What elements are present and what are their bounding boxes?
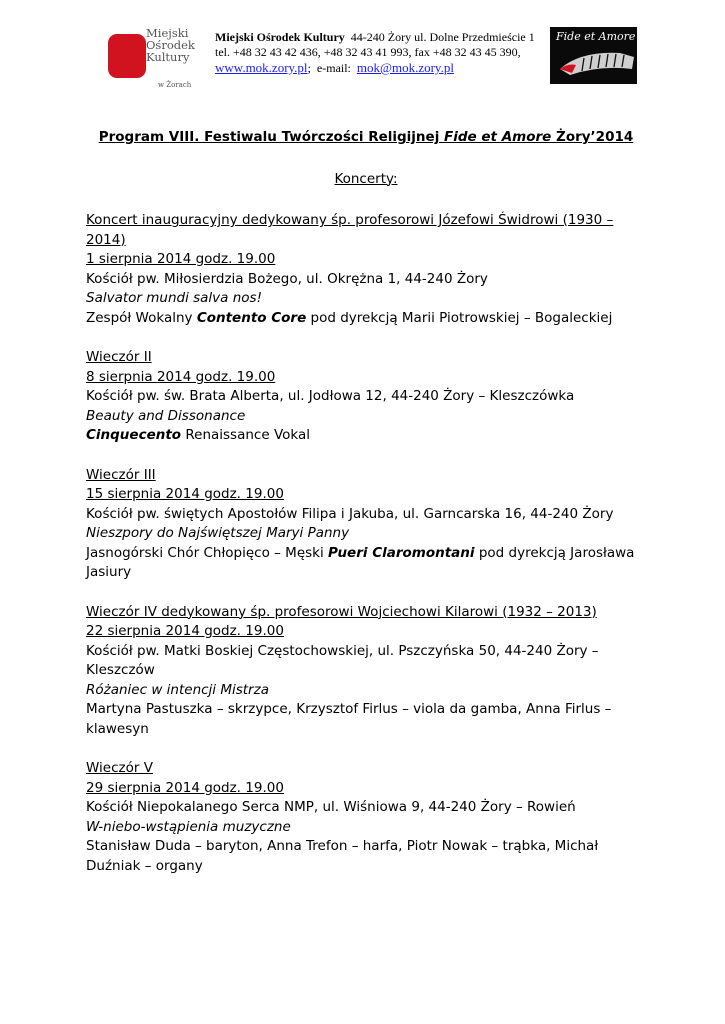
event-venue: Kościół pw. św. Brata Alberta, ul. Jodłowa 12, 44-240 Żory – Kleszczówka xyxy=(86,388,575,404)
event-block xyxy=(86,603,646,740)
piano-keys-icon xyxy=(550,27,637,84)
logo-line-1: Miejski xyxy=(146,26,189,40)
event-performers xyxy=(86,837,646,876)
logo-red-block xyxy=(108,34,146,78)
event-performers xyxy=(86,426,646,446)
org-contact: tel. +48 32 43 42 436, +48 32 43 41 993, fax +48 32 43 45 390, xyxy=(215,45,521,59)
document-title xyxy=(86,128,646,148)
event-venue: Kościół Niepokalanego Serca NMP, ul. Wiśniowa 9, 44-240 Żory – Rowień xyxy=(86,799,576,815)
performers-text: Jasnogórski Chór Chłopięco – Męski xyxy=(86,544,329,561)
performers-text: Zespół Wokalny xyxy=(86,309,197,326)
event-date: 22 sierpnia 2014 godz. 19.00 xyxy=(86,623,284,639)
performers-text-after: Renaissance Vokal xyxy=(181,427,310,443)
event-venue: Kościół pw. Matki Boskiej Częstochowskiej, ul. Pszczyńska 50, 44-240 Żory – Kleszczów xyxy=(86,642,599,678)
event-date: 15 sierpnia 2014 godz. 19.00 xyxy=(86,486,284,502)
event-performers xyxy=(86,700,646,739)
festival-logo-text: Fide et Amore xyxy=(556,30,636,43)
event-program: W-niebo-wstąpienia muzyczne xyxy=(86,818,291,835)
website-link[interactable]: www.mok.zory.pl xyxy=(215,60,308,75)
ensemble-name: Cinquecento xyxy=(86,427,182,443)
section-heading: Koncerty: xyxy=(334,170,398,187)
program-document xyxy=(86,128,646,896)
logo-line-2: Ośrodek xyxy=(146,38,195,52)
title-year: Żory’2014 xyxy=(551,129,634,145)
event-program: Beauty and Dissonance xyxy=(86,407,246,424)
org-address: 44-240 Żory ul. Dolne Przedmieście 1 xyxy=(350,30,535,44)
event-heading: Wieczór II xyxy=(86,349,152,365)
event-program: Salvator mundi salva nos! xyxy=(86,290,262,306)
event-block xyxy=(86,211,646,328)
event-performers xyxy=(86,309,646,329)
event-block xyxy=(86,348,646,446)
title-festival-name: Fide et Amore xyxy=(444,129,552,145)
event-heading: Koncert inauguracyjny dedykowany śp. profesorowi Józefowi Świdrowi (1930 – 2014) xyxy=(86,212,614,248)
org-name: Miejski Ośrodek Kultury xyxy=(215,30,345,44)
email-link[interactable]: mok@mok.zory.pl xyxy=(356,60,454,75)
event-heading: Wieczór V xyxy=(86,760,153,776)
logo-subtitle: w Żorach xyxy=(158,81,192,89)
event-venue: Kościół pw. Miłosierdzia Bożego, ul. Okrężna 1, 44-240 Żory xyxy=(86,270,488,287)
event-date: 8 sierpnia 2014 godz. 19.00 xyxy=(86,368,276,385)
email-label: e-mail: xyxy=(316,61,351,75)
mok-logo xyxy=(108,27,216,91)
logo-text xyxy=(146,27,195,63)
event-performers xyxy=(86,544,646,583)
fide-et-amore-logo xyxy=(550,27,637,84)
event-block xyxy=(86,759,646,876)
performers-text-after: pod dyrekcją Marii Piotrowskiej – Bogaleckiej xyxy=(306,309,613,326)
event-date: 29 sierpnia 2014 godz. 19.00 xyxy=(86,779,284,796)
event-date: 1 sierpnia 2014 godz. 19.00 xyxy=(86,251,276,267)
contact-block: Miejski Ośrodek Kultury 44-240 Żory ul. Dolne Przedmieście 1 tel. +48 32 43 42 436, +48 32 43 41 993, fax +48 32 43 45 390, www.mok.zory.pl; e-mail: mok@mok.zory.pl xyxy=(215,30,535,75)
event-block xyxy=(86,466,646,583)
performers-text: Martyna Pastuszka – skrzypce, Krzysztof Firlus – viola da gamba, Anna Firlus – klawesyn xyxy=(86,701,612,737)
title-text: Program VIII. Festiwalu Twórczości Religijnej xyxy=(98,129,445,145)
event-heading: Wieczór IV dedykowany śp. profesorowi Wojciechowi Kilarowi (1932 – 2013) xyxy=(86,603,597,620)
event-heading: Wieczór III xyxy=(86,466,156,483)
event-venue: Kościół pw. świętych Apostołów Filipa i Jakuba, ul. Garncarska 16, 44-240 Żory xyxy=(86,505,614,522)
event-program: Nieszpory do Najświętszej Maryi Panny xyxy=(86,525,350,541)
letterhead xyxy=(0,0,725,100)
logo-line-3: Kultury xyxy=(146,50,190,64)
ensemble-name: Contento Core xyxy=(196,309,307,326)
ensemble-name: Pueri Claromontani xyxy=(328,544,475,561)
performers-text-after: pod dyrekcją Jarosława Jasiury xyxy=(86,544,635,580)
performers-text: Stanisław Duda – baryton, Anna Trefon – harfa, Piotr Nowak – trąbka, Michał Duźniak – organy xyxy=(86,838,599,874)
event-program: Różaniec w intencji Mistrza xyxy=(86,681,269,698)
